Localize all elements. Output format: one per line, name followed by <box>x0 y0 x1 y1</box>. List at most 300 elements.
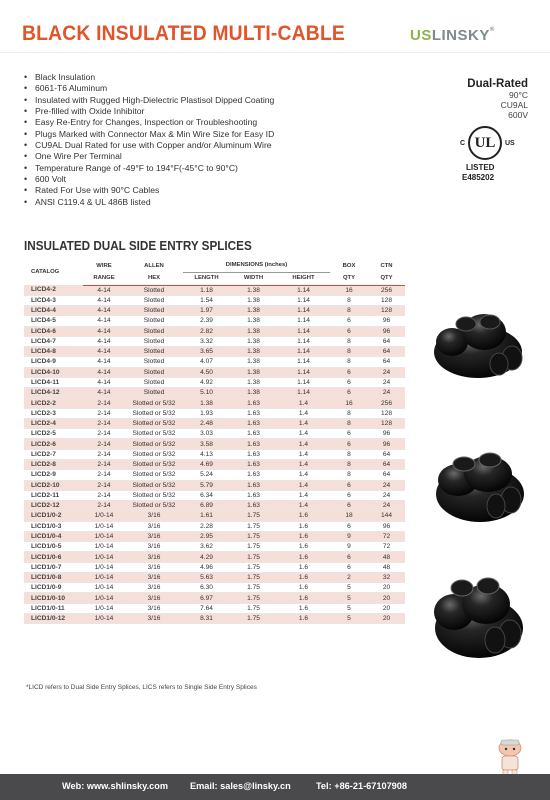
width-cell: 1.75 <box>230 521 277 531</box>
box-qty-cell: 18 <box>330 511 368 521</box>
height-cell: 1.6 <box>277 593 330 603</box>
height-cell: 1.14 <box>277 377 330 387</box>
ctn-qty-cell: 96 <box>368 326 405 336</box>
feature-item: • Insulated with Rugged High-Dielectric Plastisol Dipped Coating <box>24 95 274 106</box>
height-cell: 1.6 <box>277 542 330 552</box>
wire-range-cell: 2-14 <box>83 439 125 449</box>
height-cell: 1.14 <box>277 367 330 377</box>
width-cell: 1.38 <box>230 388 277 398</box>
catalog-cell: LICD2-12 <box>24 501 83 511</box>
length-cell: 4.50 <box>183 367 230 377</box>
footer-website[interactable]: Web: www.shlinsky.com <box>62 781 169 791</box>
wire-range-cell: 4-14 <box>83 336 125 346</box>
height-cell: 1.4 <box>277 449 330 459</box>
header-hex: HEX <box>125 272 183 285</box>
allen-hex-cell: Slotted <box>125 347 183 357</box>
box-qty-cell: 6 <box>330 501 368 511</box>
table-row <box>24 501 405 511</box>
length-cell: 1.93 <box>183 408 230 418</box>
box-qty-cell: 5 <box>330 593 368 603</box>
width-cell: 1.63 <box>230 449 277 459</box>
table-row <box>24 511 405 521</box>
width-cell: 1.75 <box>230 614 277 624</box>
catalog-cell: LICD2-11 <box>24 490 83 500</box>
catalog-cell: LICD1/0-8 <box>24 572 83 582</box>
page-title: BLACK INSULATED MULTI-CABLE <box>22 22 346 45</box>
height-cell: 1.4 <box>277 398 330 408</box>
allen-hex-cell: 3/16 <box>125 593 183 603</box>
catalog-cell: LICD4-7 <box>24 336 83 346</box>
length-cell: 4.96 <box>183 562 230 572</box>
height-cell: 1.6 <box>277 583 330 593</box>
ctn-qty-cell: 96 <box>368 429 405 439</box>
brand-registered-mark: ® <box>489 27 495 33</box>
box-qty-cell: 8 <box>330 357 368 367</box>
box-qty-cell: 6 <box>330 552 368 562</box>
catalog-cell: LICD1/0-11 <box>24 603 83 613</box>
table-row <box>24 408 405 418</box>
catalog-cell: LICD2-3 <box>24 408 83 418</box>
allen-hex-cell: Slotted or 5/32 <box>125 398 183 408</box>
wire-range-cell: 4-14 <box>83 388 125 398</box>
catalog-cell: LICD1/0-12 <box>24 614 83 624</box>
ctn-qty-cell: 256 <box>368 398 405 408</box>
allen-hex-cell: 3/16 <box>125 521 183 531</box>
catalog-cell: LICD2-9 <box>24 470 83 480</box>
allen-hex-cell: Slotted or 5/32 <box>125 501 183 511</box>
allen-hex-cell: 3/16 <box>125 614 183 624</box>
table-row <box>24 418 405 428</box>
width-cell: 1.38 <box>230 285 277 295</box>
footer-phone: Tel: +86-21-67107908 <box>316 781 408 791</box>
length-cell: 3.65 <box>183 347 230 357</box>
allen-hex-cell: Slotted <box>125 295 183 305</box>
table-row <box>24 480 405 490</box>
box-qty-cell: 8 <box>330 295 368 305</box>
header-height: HEIGHT <box>277 272 330 285</box>
height-cell: 1.14 <box>277 316 330 326</box>
width-cell: 1.63 <box>230 418 277 428</box>
header-allen: ALLEN <box>144 262 164 269</box>
table-row <box>24 388 405 398</box>
splice-2-product-image <box>428 440 533 530</box>
header-catalog: CATALOG <box>31 269 60 275</box>
width-cell: 1.75 <box>230 552 277 562</box>
rating-line: 600V <box>508 110 528 120</box>
table-row <box>24 367 405 377</box>
box-qty-cell: 6 <box>330 480 368 490</box>
allen-hex-cell: Slotted <box>125 377 183 387</box>
height-cell: 1.4 <box>277 490 330 500</box>
length-cell: 6.34 <box>183 490 230 500</box>
ctn-qty-cell: 128 <box>368 306 405 316</box>
wire-range-cell: 4-14 <box>83 295 125 305</box>
box-qty-cell: 5 <box>330 603 368 613</box>
allen-hex-cell: Slotted or 5/32 <box>125 460 183 470</box>
box-qty-cell: 6 <box>330 429 368 439</box>
wire-range-cell: 4-14 <box>83 306 125 316</box>
wire-range-cell: 4-14 <box>83 316 125 326</box>
height-cell: 1.14 <box>277 357 330 367</box>
wire-range-cell: 2-14 <box>83 408 125 418</box>
wire-range-cell: 1/0-14 <box>83 593 125 603</box>
box-qty-cell: 16 <box>330 398 368 408</box>
ul-c-label: C <box>460 140 466 147</box>
length-cell: 5.79 <box>183 480 230 490</box>
wire-range-cell: 4-14 <box>83 367 125 377</box>
wire-range-cell: 4-14 <box>83 377 125 387</box>
table-row <box>24 572 405 582</box>
ctn-qty-cell: 24 <box>368 501 405 511</box>
height-cell: 1.6 <box>277 521 330 531</box>
rating-line: CU9AL <box>500 100 528 110</box>
table-row <box>24 603 405 613</box>
box-qty-cell: 16 <box>330 285 368 295</box>
width-cell: 1.38 <box>230 336 277 346</box>
ctn-qty-cell: 72 <box>368 542 405 552</box>
ctn-qty-cell: 48 <box>368 562 405 572</box>
wire-range-cell: 4-14 <box>83 326 125 336</box>
length-cell: 1.54 <box>183 295 230 305</box>
table-row <box>24 552 405 562</box>
brand-us: US <box>410 27 432 44</box>
table-row <box>24 357 405 367</box>
width-cell: 1.63 <box>230 490 277 500</box>
splice-table <box>24 260 405 624</box>
height-cell: 1.4 <box>277 480 330 490</box>
box-qty-cell: 6 <box>330 388 368 398</box>
length-cell: 4.92 <box>183 377 230 387</box>
height-cell: 1.4 <box>277 418 330 428</box>
table-row <box>24 562 405 572</box>
box-qty-cell: 6 <box>330 562 368 572</box>
wire-range-cell: 4-14 <box>83 347 125 357</box>
table-row <box>24 295 405 305</box>
height-cell: 1.14 <box>277 336 330 346</box>
table-row <box>24 531 405 541</box>
height-cell: 1.4 <box>277 470 330 480</box>
table-row <box>24 326 405 336</box>
length-cell: 3.32 <box>183 336 230 346</box>
width-cell: 1.75 <box>230 542 277 552</box>
ctn-qty-cell: 64 <box>368 336 405 346</box>
table-row <box>24 398 405 408</box>
length-cell: 2.48 <box>183 418 230 428</box>
allen-hex-cell: 3/16 <box>125 542 183 552</box>
box-qty-cell: 2 <box>330 572 368 582</box>
box-qty-cell: 5 <box>330 614 368 624</box>
allen-hex-cell: Slotted or 5/32 <box>125 490 183 500</box>
width-cell: 1.38 <box>230 326 277 336</box>
wire-range-cell: 1/0-14 <box>83 603 125 613</box>
wire-range-cell: 1/0-14 <box>83 531 125 541</box>
height-cell: 1.4 <box>277 439 330 449</box>
box-qty-cell: 6 <box>330 490 368 500</box>
catalog-cell: LICD1/0-5 <box>24 542 83 552</box>
catalog-cell: LICD4-9 <box>24 357 83 367</box>
ctn-qty-cell: 128 <box>368 418 405 428</box>
height-cell: 1.4 <box>277 429 330 439</box>
footer-email[interactable]: Email: sales@linsky.cn <box>190 781 291 791</box>
feature-item: • Temperature Range of -49°F to 194°F(-45°C to 90°C) <box>24 163 274 174</box>
height-cell: 1.14 <box>277 285 330 295</box>
catalog-cell: LICD4-10 <box>24 367 83 377</box>
feature-list <box>24 72 274 208</box>
height-cell: 1.14 <box>277 326 330 336</box>
height-cell: 1.14 <box>277 295 330 305</box>
width-cell: 1.38 <box>230 306 277 316</box>
height-cell: 1.4 <box>277 408 330 418</box>
length-cell: 5.63 <box>183 572 230 582</box>
ul-file-number: E485202 <box>462 173 495 182</box>
header-width: WIDTH <box>230 272 277 285</box>
table-row <box>24 521 405 531</box>
rating-block <box>467 78 528 120</box>
catalog-cell: LICD4-6 <box>24 326 83 336</box>
allen-hex-cell: 3/16 <box>125 603 183 613</box>
allen-hex-cell: Slotted or 5/32 <box>125 480 183 490</box>
width-cell: 1.75 <box>230 593 277 603</box>
catalog-cell: LICD2-2 <box>24 398 83 408</box>
feature-item: • Easy Re-Entry for Changes, Inspection or Troubleshooting <box>24 117 274 128</box>
length-cell: 8.31 <box>183 614 230 624</box>
box-qty-cell: 8 <box>330 347 368 357</box>
allen-hex-cell: Slotted <box>125 306 183 316</box>
catalog-cell: LICD2-8 <box>24 460 83 470</box>
ctn-qty-cell: 64 <box>368 357 405 367</box>
wire-range-cell: 2-14 <box>83 429 125 439</box>
brand-name: LINSKY <box>431 27 490 44</box>
rating-title: Dual-Rated <box>467 78 528 90</box>
length-cell: 5.10 <box>183 388 230 398</box>
catalog-cell: LICD4-3 <box>24 295 83 305</box>
wire-range-cell: 2-14 <box>83 480 125 490</box>
feature-item: • CU9AL Dual Rated for use with Copper and/or Aluminum Wire <box>24 140 274 151</box>
width-cell: 1.75 <box>230 572 277 582</box>
length-cell: 1.61 <box>183 511 230 521</box>
height-cell: 1.6 <box>277 531 330 541</box>
allen-hex-cell: Slotted <box>125 357 183 367</box>
table-row <box>24 614 405 624</box>
allen-hex-cell: Slotted <box>125 326 183 336</box>
feature-item: • Black Insulation <box>24 72 274 83</box>
allen-hex-cell: 3/16 <box>125 531 183 541</box>
catalog-cell: LICD2-6 <box>24 439 83 449</box>
allen-hex-cell: Slotted or 5/32 <box>125 408 183 418</box>
rating-line: 90°C <box>509 90 528 100</box>
wire-range-cell: 2-14 <box>83 418 125 428</box>
box-qty-cell: 8 <box>330 470 368 480</box>
wire-range-cell: 1/0-14 <box>83 552 125 562</box>
allen-hex-cell: 3/16 <box>125 583 183 593</box>
catalog-cell: LICD2-5 <box>24 429 83 439</box>
allen-hex-cell: Slotted <box>125 367 183 377</box>
allen-hex-cell: 3/16 <box>125 511 183 521</box>
table-row <box>24 470 405 480</box>
ctn-qty-cell: 96 <box>368 521 405 531</box>
length-cell: 7.64 <box>183 603 230 613</box>
table-row <box>24 490 405 500</box>
feature-item: • ANSI C119.4 & UL 486B listed <box>24 197 274 208</box>
length-cell: 1.18 <box>183 285 230 295</box>
width-cell: 1.38 <box>230 295 277 305</box>
width-cell: 1.63 <box>230 470 277 480</box>
catalog-cell: LICD2-7 <box>24 449 83 459</box>
width-cell: 1.75 <box>230 511 277 521</box>
length-cell: 4.13 <box>183 449 230 459</box>
catalog-cell: LICD2-4 <box>24 418 83 428</box>
ctn-qty-cell: 128 <box>368 408 405 418</box>
length-cell: 3.58 <box>183 439 230 449</box>
width-cell: 1.63 <box>230 480 277 490</box>
width-cell: 1.75 <box>230 603 277 613</box>
allen-hex-cell: Slotted <box>125 316 183 326</box>
table-row <box>24 449 405 459</box>
width-cell: 1.38 <box>230 377 277 387</box>
wire-range-cell: 1/0-14 <box>83 511 125 521</box>
width-cell: 1.38 <box>230 347 277 357</box>
ctn-qty-cell: 24 <box>368 490 405 500</box>
width-cell: 1.63 <box>230 398 277 408</box>
table-row <box>24 593 405 603</box>
width-cell: 1.75 <box>230 583 277 593</box>
box-qty-cell: 6 <box>330 439 368 449</box>
header-box: BOX <box>342 262 356 269</box>
length-cell: 5.24 <box>183 470 230 480</box>
ctn-qty-cell: 20 <box>368 603 405 613</box>
title-divider <box>0 52 550 53</box>
header-ctn-qty: QTY <box>368 272 405 285</box>
ctn-qty-cell: 24 <box>368 388 405 398</box>
ctn-qty-cell: 256 <box>368 285 405 295</box>
allen-hex-cell: Slotted or 5/32 <box>125 470 183 480</box>
wire-range-cell: 2-14 <box>83 470 125 480</box>
table-row <box>24 336 405 346</box>
catalog-cell: LICD4-4 <box>24 306 83 316</box>
allen-hex-cell: Slotted <box>125 285 183 295</box>
feature-item: • 6061-T6 Aluminum <box>24 83 274 94</box>
header-box-qty: QTY <box>330 272 368 285</box>
box-qty-cell: 6 <box>330 521 368 531</box>
allen-hex-cell: Slotted or 5/32 <box>125 439 183 449</box>
wire-range-cell: 1/0-14 <box>83 542 125 552</box>
footnote: *LICD refers to Dual Side Entry Splices, LICS refers to Single Side Entry Splices <box>26 684 257 691</box>
box-qty-cell: 6 <box>330 326 368 336</box>
splice-4-product-image <box>424 302 532 386</box>
wire-range-cell: 2-14 <box>83 460 125 470</box>
ul-logo-icon: UL <box>468 126 502 160</box>
ul-us-label: US <box>505 140 515 147</box>
length-cell: 3.62 <box>183 542 230 552</box>
wire-range-cell: 2-14 <box>83 501 125 511</box>
box-qty-cell: 9 <box>330 542 368 552</box>
table-row <box>24 439 405 449</box>
ctn-qty-cell: 24 <box>368 480 405 490</box>
brand-logo <box>410 27 495 44</box>
catalog-cell: LICD1/0-9 <box>24 583 83 593</box>
catalog-cell: LICD1/0-7 <box>24 562 83 572</box>
height-cell: 1.6 <box>277 562 330 572</box>
height-cell: 1.6 <box>277 603 330 613</box>
table-row <box>24 542 405 552</box>
ctn-qty-cell: 64 <box>368 449 405 459</box>
feature-item: • Rated For Use with 90°C Cables <box>24 185 274 196</box>
allen-hex-cell: Slotted <box>125 336 183 346</box>
length-cell: 6.30 <box>183 583 230 593</box>
splice-1-0-product-image <box>424 568 534 668</box>
table-row <box>24 583 405 593</box>
allen-hex-cell: Slotted <box>125 388 183 398</box>
catalog-cell: LICD1/0-6 <box>24 552 83 562</box>
table-row <box>24 429 405 439</box>
catalog-cell: LICD4-2 <box>24 285 83 295</box>
wire-range-cell: 1/0-14 <box>83 562 125 572</box>
width-cell: 1.63 <box>230 429 277 439</box>
feature-item: • Plugs Marked with Connector Max & Min Wire Size for Easy ID <box>24 129 274 140</box>
length-cell: 2.28 <box>183 521 230 531</box>
length-cell: 2.95 <box>183 531 230 541</box>
table-row <box>24 460 405 470</box>
width-cell: 1.38 <box>230 367 277 377</box>
height-cell: 1.14 <box>277 388 330 398</box>
wire-range-cell: 1/0-14 <box>83 614 125 624</box>
header-wire: WIRE <box>96 262 112 269</box>
length-cell: 4.07 <box>183 357 230 367</box>
ctn-qty-cell: 20 <box>368 583 405 593</box>
table-row <box>24 347 405 357</box>
height-cell: 1.6 <box>277 614 330 624</box>
header-dimensions: DIMENSIONS (inches) <box>183 260 330 272</box>
catalog-cell: LICD2-10 <box>24 480 83 490</box>
table-row <box>24 285 405 295</box>
height-cell: 1.14 <box>277 306 330 316</box>
ctn-qty-cell: 96 <box>368 439 405 449</box>
width-cell: 1.75 <box>230 531 277 541</box>
height-cell: 1.4 <box>277 501 330 511</box>
width-cell: 1.75 <box>230 562 277 572</box>
length-cell: 4.29 <box>183 552 230 562</box>
ctn-qty-cell: 24 <box>368 377 405 387</box>
width-cell: 1.63 <box>230 501 277 511</box>
table-row <box>24 306 405 316</box>
feature-item: • Pre-filled with Oxide Inhibitor <box>24 106 274 117</box>
ctn-qty-cell: 64 <box>368 460 405 470</box>
ul-listed-mark <box>458 126 518 186</box>
allen-hex-cell: Slotted or 5/32 <box>125 449 183 459</box>
box-qty-cell: 6 <box>330 377 368 387</box>
ctn-qty-cell: 20 <box>368 614 405 624</box>
ctn-qty-cell: 64 <box>368 470 405 480</box>
height-cell: 1.14 <box>277 347 330 357</box>
feature-item: • 600 Volt <box>24 174 274 185</box>
box-qty-cell: 9 <box>330 531 368 541</box>
table-row <box>24 377 405 387</box>
length-cell: 3.03 <box>183 429 230 439</box>
height-cell: 1.6 <box>277 511 330 521</box>
feature-item: • One Wire Per Terminal <box>24 151 274 162</box>
catalog-cell: LICD4-12 <box>24 388 83 398</box>
ctn-qty-cell: 20 <box>368 593 405 603</box>
length-cell: 6.97 <box>183 593 230 603</box>
box-qty-cell: 8 <box>330 408 368 418</box>
wire-range-cell: 2-14 <box>83 449 125 459</box>
catalog-cell: LICD1/0-2 <box>24 511 83 521</box>
wire-range-cell: 2-14 <box>83 398 125 408</box>
ctn-qty-cell: 48 <box>368 552 405 562</box>
ctn-qty-cell: 32 <box>368 572 405 582</box>
header-range: RANGE <box>83 272 125 285</box>
ctn-qty-cell: 128 <box>368 295 405 305</box>
